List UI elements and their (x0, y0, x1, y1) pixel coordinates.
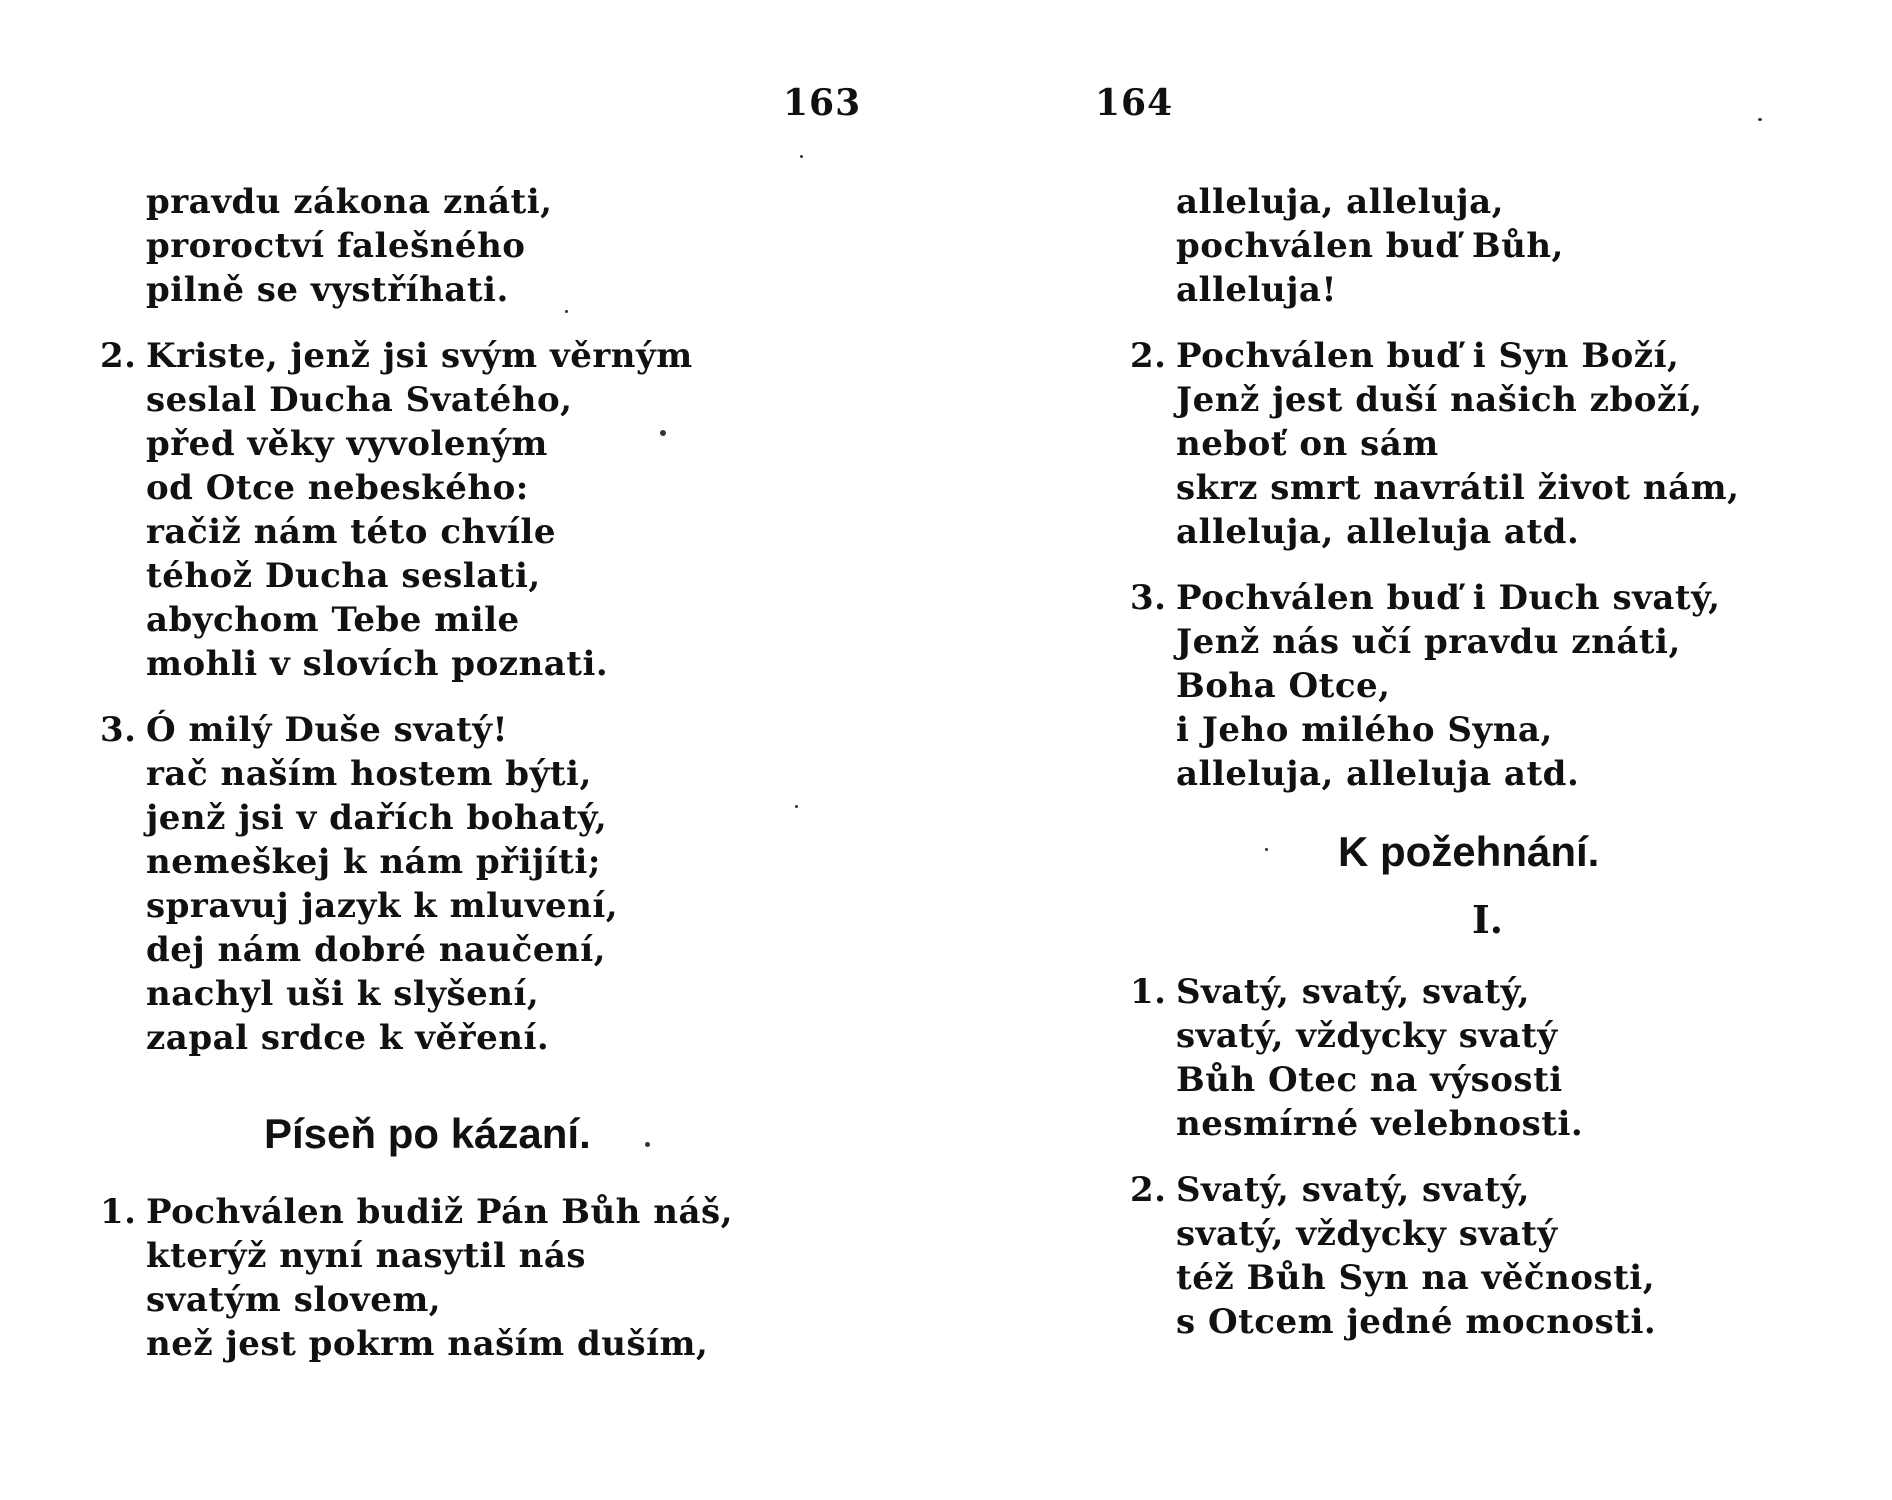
verse-line: kterýž nyní nasytil nás (146, 1236, 587, 1276)
verse-line (100, 1190, 800, 1234)
stanza-number: 1. (100, 1192, 137, 1232)
verse-line: nemeškej k nám přijíti; (146, 842, 601, 882)
verse-line: svatým slovem, (146, 1280, 442, 1320)
print-speck (645, 1142, 650, 1147)
verse-text: Svatý, svatý, svatý, (1176, 1170, 1531, 1210)
stanza-number: 2. (1130, 336, 1167, 376)
verse-line: račiž nám této chvíle (146, 512, 556, 552)
verse-line: s Otcem jedné mocnosti. (1176, 1302, 1657, 1342)
verse-line: alleluja! (1176, 270, 1337, 310)
verse-line (1130, 576, 1790, 620)
right-stanza-3 (1130, 576, 1790, 796)
verse-text: Ó milý Duše svatý! (146, 710, 508, 750)
verse-line: Boha Otce, (1176, 666, 1391, 706)
section-heading: Píseň po kázaní. (264, 1110, 591, 1157)
print-speck (565, 310, 568, 313)
verse-line: téhož Ducha seslati, (146, 556, 541, 596)
verse-line: svatý, vždycky svatý (1176, 1016, 1558, 1056)
verse-line: pilně se vystříhati. (146, 270, 509, 310)
verse-line: alleluja, alleluja atd. (1176, 512, 1580, 552)
print-speck (1265, 848, 1268, 851)
page-number-left: 163 (783, 82, 862, 124)
verse-line: pravdu zákona znáti, (146, 182, 553, 222)
verse-line: nachyl uši k slyšení, (146, 974, 540, 1014)
verse-line (100, 708, 800, 752)
verse-line: Bůh Otec na výsosti (1176, 1060, 1563, 1100)
verse-line: Jenž nás učí pravdu znáti, (1176, 622, 1681, 662)
left-song-stanza-1 (100, 1190, 800, 1366)
verse-line: spravuj jazyk k mluvení, (146, 886, 619, 926)
verse-line: Jenž jest duší našich zboží, (1176, 380, 1703, 420)
verse-line: než jest pokrm naším duším, (146, 1324, 709, 1364)
verse-line (1130, 1168, 1790, 1212)
verse-line: proroctví falešného (146, 226, 526, 266)
verse-line: před věky vyvoleným (146, 424, 548, 464)
verse-line: od Otce nebeského: (146, 468, 529, 508)
stanza-number: 2. (1130, 1170, 1167, 1210)
verse-line: nesmírné velebnosti. (1176, 1104, 1584, 1144)
verse-line (100, 334, 800, 378)
verse-line: alleluja, alleluja atd. (1176, 754, 1580, 794)
left-stanza-3 (100, 708, 800, 1060)
verse-line (1130, 970, 1790, 1014)
print-speck (1758, 118, 1762, 121)
verse-line: rač naším hostem býti, (146, 754, 592, 794)
verse-line: též Bůh Syn na věčnosti, (1176, 1258, 1656, 1298)
verse-text: Pochválen buď i Syn Boží, (1176, 336, 1680, 376)
print-speck (660, 430, 666, 436)
stanza-number: 1. (1130, 972, 1167, 1012)
verse-text: Kriste, jenž jsi svým věrným (146, 336, 693, 376)
stanza-number: 3. (100, 710, 137, 750)
print-speck (800, 155, 803, 158)
verse-text: Pochválen budiž Pán Bůh náš, (146, 1192, 733, 1232)
section-subheading: I. (1472, 897, 1504, 942)
left-stanza-2 (100, 334, 800, 686)
verse-line (1130, 334, 1790, 378)
print-speck (795, 805, 798, 808)
verse-text: Pochválen buď i Duch svatý, (1176, 578, 1721, 618)
left-intro-stanza (100, 180, 800, 312)
verse-text: Svatý, svatý, svatý, (1176, 972, 1531, 1012)
verse-line: skrz smrt navrátil život nám, (1176, 468, 1740, 508)
verse-line: abychom Tebe mile (146, 600, 520, 640)
right-page (1130, 180, 1790, 1366)
left-page (100, 180, 800, 1388)
verse-line: zapal srdce k věření. (146, 1018, 550, 1058)
verse-line: seslal Ducha Svatého, (146, 380, 573, 420)
verse-line: pochválen buď Bůh, (1176, 226, 1564, 266)
verse-line: dej nám dobré naučení, (146, 930, 606, 970)
stanza-number: 2. (100, 336, 137, 376)
right-blessing-2 (1130, 1168, 1790, 1344)
right-intro-stanza (1130, 180, 1790, 312)
verse-line: jenž jsi v dařích bohatý, (146, 798, 608, 838)
verse-line: mohli v slovích poznati. (146, 644, 609, 684)
stanza-number: 3. (1130, 578, 1167, 618)
page-number-right: 164 (1095, 82, 1174, 124)
verse-line: svatý, vždycky svatý (1176, 1214, 1558, 1254)
verse-line: neboť on sám (1176, 424, 1439, 464)
verse-line: i Jeho milého Syna, (1176, 710, 1553, 750)
section-heading: K požehnání. (1338, 828, 1600, 875)
verse-line: alleluja, alleluja, (1176, 182, 1504, 222)
right-blessing-1 (1130, 970, 1790, 1146)
right-stanza-2 (1130, 334, 1790, 554)
